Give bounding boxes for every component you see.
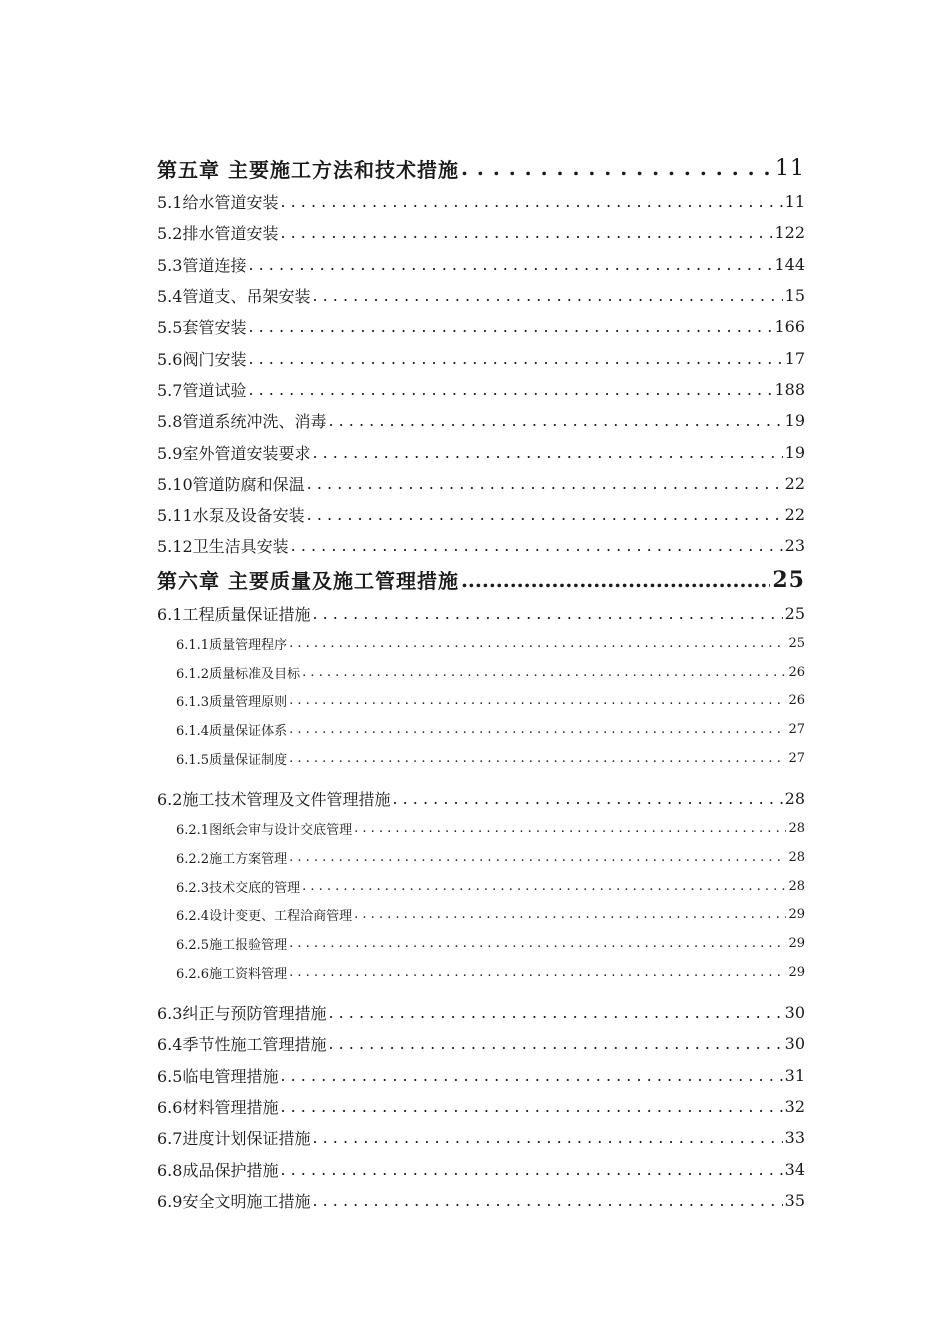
toc-entry-5-5[interactable] [157,311,805,342]
toc-entry-6-8[interactable] [157,1153,805,1184]
toc-entry-5-7[interactable] [157,374,805,405]
toc-entry-6-7[interactable] [157,1122,805,1153]
toc-page-number: 33 [784,1128,805,1148]
toc-entry-6-1-3[interactable] [157,686,805,715]
dot-leader [248,349,782,368]
toc-entry-5-9[interactable] [157,436,805,467]
toc-page-number: 22 [784,505,805,525]
dot-leader [328,1003,782,1022]
toc-entry-title: 5.10管道防腐和保温 [157,474,305,494]
toc-entry-6-2-4[interactable] [157,901,805,930]
toc-page-number: 11 [784,192,805,212]
toc-page-number: 34 [784,1159,805,1179]
toc-entry-title: 5.9室外管道安装要求 [157,443,311,463]
dot-leader [280,1066,782,1085]
toc-entry-title: 5.4管道支、吊架安装 [157,287,311,307]
toc-page-number: 29 [788,907,805,923]
toc-entry-6-2-6[interactable] [157,958,805,987]
dot-leader [280,1097,782,1116]
toc-entry-title: 6.2施工技术管理及文件管理措施 [157,789,391,809]
toc-entry-6-2-5[interactable] [157,929,805,958]
toc-entry-title: 5.2排水管道安装 [157,224,279,244]
toc-entry-title: 6.2.6施工资料管理 [176,967,288,983]
toc-entry-title: 6.2.5施工报验管理 [176,938,288,954]
toc-entry-title: 5.8管道系统冲洗、消毒 [157,412,327,432]
dot-leader [328,1034,782,1053]
toc-entry-5-2[interactable] [157,217,805,248]
toc-page-number: 166 [774,317,805,337]
toc-entry-title: 6.5临电管理措施 [157,1066,279,1086]
dot-leader [307,474,783,493]
table-of-contents [157,150,805,1216]
toc-entry-6-6[interactable] [157,1091,805,1122]
toc-entry-title: 6.1工程质量保证措施 [157,604,311,624]
dot-leader [291,536,783,555]
toc-entry-title: 6.6材料管理措施 [157,1097,279,1117]
toc-page-number: 25 [788,635,805,651]
toc-entry-6-1-1[interactable] [157,629,805,658]
toc-entry-title: 5.3管道连接 [157,255,247,275]
toc-page-number: 31 [784,1065,805,1085]
toc-entry-5-11[interactable] [157,499,805,530]
dot-leader [280,192,782,211]
section-spacer [157,773,805,783]
toc-page-number: 23 [784,536,805,556]
toc-page-number: 25 [772,566,805,593]
dot-leader [289,722,786,737]
toc-page-number: 28 [788,878,805,894]
dot-leader [289,936,786,951]
dot-leader [248,255,772,274]
dot-leader [307,505,783,524]
toc-entry-5-3[interactable] [157,249,805,280]
toc-page-number: 30 [784,1003,805,1023]
toc-entry-6-3[interactable] [157,997,805,1028]
toc-chapter-5[interactable] [157,150,805,186]
dot-leader [461,568,770,592]
toc-entry-6-1-4[interactable] [157,715,805,744]
toc-entry-title: 6.2.4设计变更、工程洽商管理 [176,909,353,925]
toc-entry-5-8[interactable] [157,405,805,436]
dot-leader [461,156,773,180]
toc-page-number: 26 [788,693,805,709]
dot-leader [289,636,786,651]
dot-leader [312,1191,782,1210]
dot-leader [392,789,782,808]
toc-page-number: 19 [784,442,805,462]
toc-entry-title: 6.9安全文明施工措施 [157,1191,311,1211]
dot-leader [312,1128,782,1147]
toc-entry-title: 5.5套管安装 [157,318,247,338]
toc-page-number: 22 [784,473,805,493]
toc-page-number: 26 [788,664,805,680]
toc-entry-title: 5.6阀门安装 [157,349,247,369]
toc-chapter-6[interactable] [157,562,805,598]
toc-entry-title: 6.4季节性施工管理措施 [157,1035,327,1055]
toc-page-number: 29 [788,965,805,981]
toc-entry-title: 6.7进度计划保证措施 [157,1129,311,1149]
toc-page-number: 28 [788,849,805,865]
toc-entry-5-12[interactable] [157,530,805,561]
toc-entry-title: 第五章 主要施工方法和技术措施 [157,157,459,182]
toc-entry-6-2-3[interactable] [157,872,805,901]
toc-page-number: 11 [775,155,805,181]
toc-page-number: 19 [784,411,805,431]
dot-leader [354,907,786,922]
toc-page-number: 15 [784,286,805,306]
toc-entry-title: 6.1.4质量保证体系 [176,724,288,740]
dot-leader [248,317,772,336]
dot-leader [302,879,786,894]
toc-entry-6-9[interactable] [157,1185,805,1216]
toc-entry-5-1[interactable] [157,186,805,217]
toc-entry-title: 6.1.1质量管理程序 [176,637,288,653]
toc-page-number: 144 [774,254,805,274]
toc-page-number: 32 [784,1096,805,1116]
toc-entry-title: 5.7管道试验 [157,380,247,400]
toc-entry-title: 6.2.1图纸会审与设计交底管理 [176,823,353,839]
toc-entry-title: 5.11水泵及设备安装 [157,506,305,526]
toc-entry-title: 6.3纠正与预防管理措施 [157,1004,327,1024]
toc-page-number: 28 [788,821,805,837]
toc-entry-6-2-2[interactable] [157,843,805,872]
toc-page-number: 17 [784,348,805,368]
dot-leader [312,443,782,462]
toc-entry-6-2[interactable] [157,783,805,814]
toc-entry-5-6[interactable] [157,342,805,373]
toc-entry-6-5[interactable] [157,1060,805,1091]
dot-leader [289,751,786,766]
toc-page-number: 27 [788,750,805,766]
dot-leader [289,850,786,865]
dot-leader [289,693,786,708]
toc-entry-title: 6.1.2质量标准及目标 [176,666,301,682]
toc-entry-6-1-2[interactable] [157,658,805,687]
toc-entry-title: 5.1给水管道安装 [157,193,279,213]
toc-entry-6-2-1[interactable] [157,814,805,843]
section-spacer [157,987,805,997]
dot-leader [280,1160,782,1179]
dot-leader [328,411,782,430]
toc-page-number: 35 [784,1190,805,1210]
dot-leader [354,821,786,836]
dot-leader [312,604,782,623]
toc-entry-title: 第六章 主要质量及施工管理措施 [157,569,459,594]
toc-page-number: 25 [784,603,805,623]
dot-leader [289,965,786,980]
toc-entry-6-1-5[interactable] [157,744,805,773]
toc-page-number: 122 [774,223,805,243]
toc-entry-title: 5.12卫生洁具安装 [157,537,289,557]
toc-page-number: 30 [784,1034,805,1054]
dot-leader [302,665,786,680]
toc-entry-6-4[interactable] [157,1028,805,1059]
toc-entry-5-4[interactable] [157,280,805,311]
toc-page-number: 188 [774,379,805,399]
toc-entry-title: 6.8成品保护措施 [157,1160,279,1180]
toc-entry-title: 6.1.3质量管理原则 [176,695,288,711]
dot-leader [248,380,772,399]
toc-entry-title: 6.1.5质量保证制度 [176,752,288,768]
toc-entry-title: 6.2.3技术交底的管理 [176,880,301,896]
toc-entry-title: 6.2.2施工方案管理 [176,851,288,867]
toc-entry-5-10[interactable] [157,468,805,499]
toc-page-number: 29 [788,936,805,952]
dot-leader [312,286,782,305]
toc-page-number: 28 [784,788,805,808]
toc-page-number: 27 [788,722,805,738]
toc-entry-6-1[interactable] [157,598,805,629]
dot-leader [280,223,772,242]
